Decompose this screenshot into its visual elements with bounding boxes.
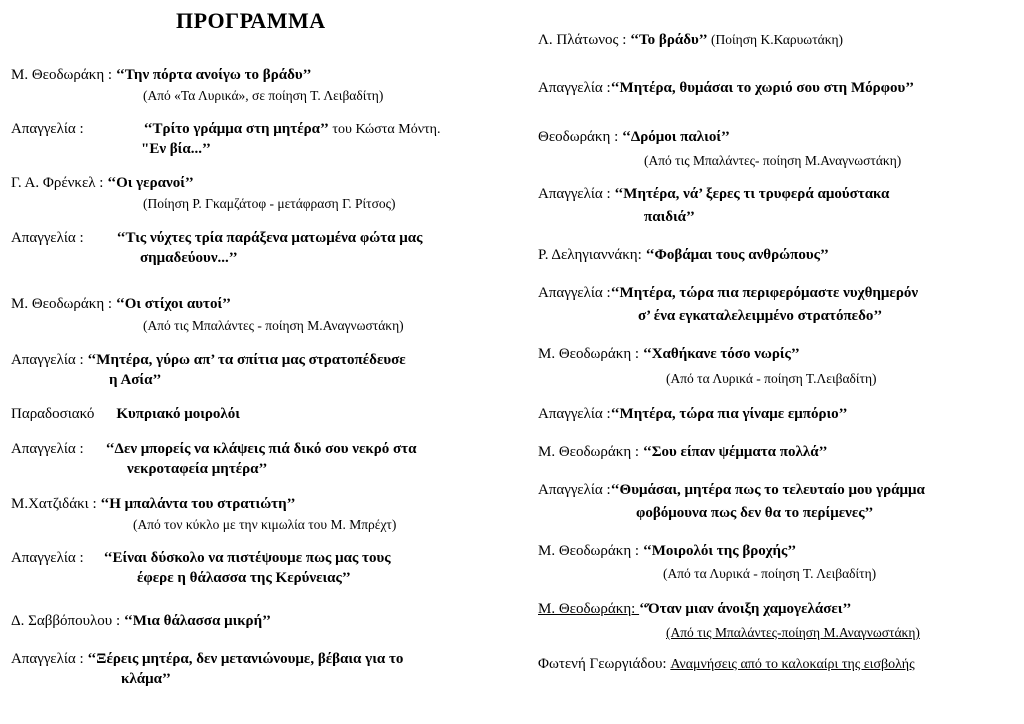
program-entry: Απαγγελία : ‘‘Μητέρα, νά’ ξερες τι τρυφερά αμούστακα παιδιά’’: [538, 186, 890, 225]
program-entry: Απαγγελία :‘‘Μητέρα, τώρα πια περιφερόμαστε νυχθημερόν σ’ ένα εγκαταλελειμμένο στρατόπεδο’’: [538, 285, 919, 324]
program-entry: Μ. Θεοδωράκη : ‘‘Οι στίχοι αυτοί’’ (Από τις Μπαλάντες - ποίηση Μ.Αναγνωστάκη): [11, 296, 404, 333]
program-entry: Απαγγελία : ‘‘Ξέρεις μητέρα, δεν μετανιώνουμε, βέβαια για το κλάμα’’: [11, 651, 404, 687]
program-entry: Απαγγελία : ‘‘Τις νύχτες τρία παράξενα ματωμένα φώτα μας σημαδεύουν...’’: [11, 230, 423, 266]
entry-note: (Από τις Μπαλάντες - ποίηση Μ.Αναγνωστάκη): [143, 318, 404, 333]
entry-note: (Από τις Μπαλάντες- ποίηση Μ.Αναγνωστάκη): [644, 153, 902, 168]
entry-continuation: φοβόμουνα πως δεν θα το περίμενες’’: [636, 505, 874, 521]
entry-continuation: σ’ ένα εγκαταλελειμμένο στρατόπεδο’’: [638, 308, 883, 324]
program-entry: Παραδοσιακό Κυπριακό μοιρολόι: [11, 406, 240, 422]
program-entry: Απαγγελία : ‘‘Είναι δύσκολο να πιστέψουμε πως μας τους έφερε η θάλασσα της Κερύνειας’’: [11, 550, 391, 586]
program-entry: Μ. Θεοδωράκη : ‘‘Μοιρολόι της βροχής’’ (Από τα Λυρικά - ποίηση Τ. Λειβαδίτη): [538, 543, 877, 581]
entry-continuation: παιδιά’’: [644, 209, 695, 225]
program-entry: Απαγγελία :‘‘Θυμάσαι, μητέρα πως το τελευταίο μου γράμμα φοβόμουνα πως δεν θα το περίμενες’’: [538, 482, 925, 521]
entry-continuation: η Ασία’’: [109, 372, 162, 388]
entry-continuation: νεκροταφεία μητέρα’’: [127, 461, 268, 477]
program-entry: Μ. Θεοδωράκη : ‘‘Χαθήκανε τόσο νωρίς’’ (Από τα Λυρικά - ποίηση Τ.Λειβαδίτη): [538, 346, 877, 386]
entry-continuation: έφερε η θάλασσα της Κερύνειας’’: [137, 570, 351, 586]
program-entry: Δ. Σαββόπουλου : ‘‘Μια θάλασσα μικρή’’: [11, 613, 271, 629]
entry-continuation: κλάμα’’: [121, 671, 171, 687]
program-entry: Μ.Χατζιδάκι : ‘‘Η μπαλάντα του στρατιώτη’’ (Από τον κύκλο με την κιμωλία του Μ. Μπρέχτ): [11, 496, 397, 532]
program-entry: Απαγγελία : ‘‘Μητέρα, γύρω απ’ τα σπίτια μας στρατοπέδευσε η Ασία’’: [11, 352, 406, 388]
program-entry: Ρ. Δεληγιαννάκη: ‘‘Φοβάμαι τους ανθρώπους’’: [538, 247, 829, 263]
entry-note: (Από «Τα Λυρικά», σε ποίηση Τ. Λειβαδίτη): [143, 88, 384, 103]
entry-continuation: "Εν βία...’’: [141, 141, 211, 157]
program-entry: Απαγγελία : ‘‘Δεν μπορείς να κλάψεις πιά δικό σου νεκρό στα νεκροταφεία μητέρα’’: [11, 441, 417, 477]
program-entry: Λ. Πλάτωνος : ‘‘Το βράδυ’’ (Ποίηση Κ.Καρυωτάκη): [538, 32, 844, 48]
page-title: ΠΡΟΓΡΑΜΜΑ: [176, 8, 326, 33]
entry-note: (Από τις Μπαλάντες-ποίηση Μ.Αναγνωστάκη): [666, 625, 920, 640]
program-entry: Απαγγελία :‘‘Μητέρα, τώρα πια γίναμε εμπόριο’’: [538, 406, 848, 422]
program-entry: Μ. Θεοδωράκη: ‘‘Όταν μιαν άνοιξη χαμογελάσει’’ (Από τις Μπαλάντες-ποίηση Μ.Αναγνωστάκη): [538, 601, 920, 640]
program-entry: Μ. Θεοδωράκη : ‘‘Την πόρτα ανοίγω το βράδυ’’ (Από «Τα Λυρικά», σε ποίηση Τ. Λειβαδίτη): [11, 67, 384, 103]
program-entry: Θεοδωράκη : ‘‘Δρόμοι παλιοί’’ (Από τις Μπαλάντες- ποίηση Μ.Αναγνωστάκη): [538, 129, 902, 168]
entry-note: (Από τον κύκλο με την κιμωλία του Μ. Μπρέχτ): [133, 517, 397, 532]
program-entry: Μ. Θεοδωράκη : ‘‘Σου είπαν ψέμματα πολλά’’: [538, 444, 828, 460]
entry-note: (Από τα Λυρικά - ποίηση Τ. Λειβαδίτη): [663, 566, 877, 581]
program-entry: Φωτενή Γεωργιάδου: Αναμνήσεις από το καλοκαίρι της εισβολής: [538, 656, 915, 672]
entry-note: (Ποίηση Ρ. Γκαμζάτοφ - μετάφραση Γ. Ρίτσος): [143, 196, 396, 211]
program-entry: Γ. Α. Φρένκελ : ‘‘Οι γερανοί’’ (Ποίηση Ρ. Γκαμζάτοφ - μετάφραση Γ. Ρίτσος): [11, 175, 396, 211]
program-entry: Απαγγελία :‘‘Μητέρα, θυμάσαι το χωριό σου στη Μόρφου’’: [538, 80, 915, 96]
entry-continuation: σημαδεύουν...’’: [140, 250, 238, 266]
entry-note: (Από τα Λυρικά - ποίηση Τ.Λειβαδίτη): [666, 371, 877, 386]
program-entry: Απαγγελία : ‘‘Τρίτο γράμμα στη μητέρα’’ του Κώστα Μόντη. "Εν βία...’’: [11, 121, 441, 157]
